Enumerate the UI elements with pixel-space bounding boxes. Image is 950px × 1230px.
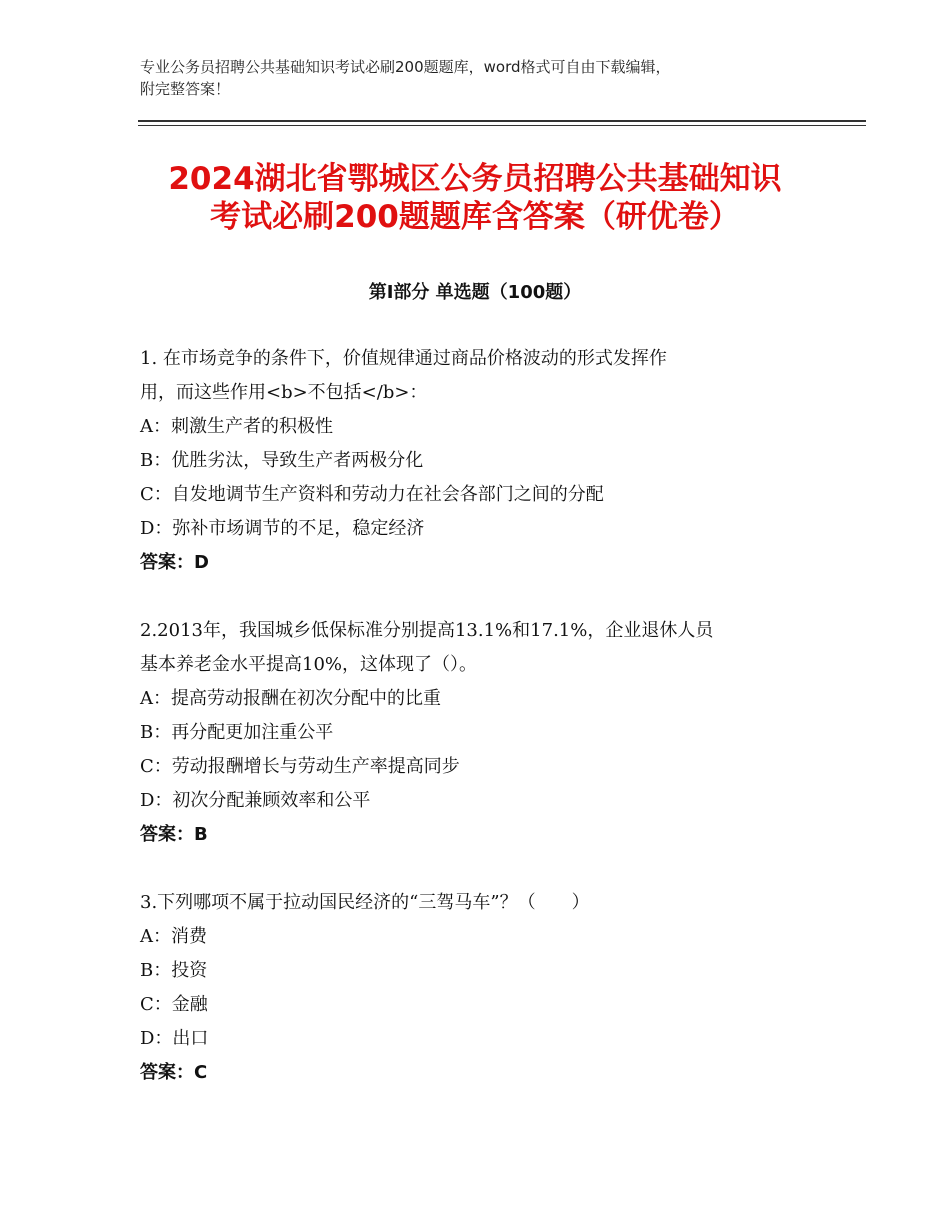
- option-a: A：消费: [140, 926, 207, 947]
- option-b: B：再分配更加注重公平: [140, 722, 334, 743]
- option-b: B：优胜劣汰，导致生产者两极分化: [140, 450, 424, 471]
- header-note-line: 附完整答案！: [140, 80, 231, 98]
- question-stem: 基本养老金水平提高10%，这体现了（）。: [140, 654, 478, 675]
- question-item: [140, 886, 820, 1090]
- option-c: C：金融: [140, 994, 208, 1015]
- header-divider-thin: [138, 125, 866, 126]
- header-note: [140, 56, 840, 100]
- option-d: D：弥补市场调节的不足，稳定经济: [140, 518, 425, 539]
- title-line: 2024湖北省鄂城区公务员招聘公共基础知识: [168, 161, 782, 197]
- section-heading: 第Ⅰ部分 单选题（100题）: [368, 282, 582, 303]
- question-stem: 2.2013年，我国城乡低保标准分别提高13.1%和17.1%，企业退休人员: [140, 620, 714, 641]
- option-d: D：出口: [140, 1028, 209, 1049]
- option-b: B：投资: [140, 960, 208, 981]
- option-a: A：刺激生产者的积极性: [140, 416, 333, 437]
- header-divider-thick: [138, 120, 866, 122]
- title-line: 考试必刷200题题库含答案（研优卷）: [210, 199, 740, 235]
- question-item: [140, 614, 820, 852]
- option-a: A：提高劳动报酬在初次分配中的比重: [140, 688, 441, 709]
- question-stem: 3.下列哪项不属于拉动国民经济的“三驾马车”？（ ）: [140, 892, 590, 913]
- option-c: C：自发地调节生产资料和劳动力在社会各部门之间的分配: [140, 484, 604, 505]
- option-d: D：初次分配兼顾效率和公平: [140, 790, 371, 811]
- option-c: C：劳动报酬增长与劳动生产率提高同步: [140, 756, 460, 777]
- answer-label: 答案：B: [140, 824, 208, 845]
- header-note-line: 专业公务员招聘公共基础知识考试必刷200题题库，word格式可自由下载编辑，: [140, 58, 671, 76]
- question-stem: 1. 在市场竞争的条件下，价值规律通过商品价格波动的形式发挥作: [140, 348, 667, 369]
- question-list: [140, 342, 820, 1124]
- answer-label: 答案：C: [140, 1062, 208, 1083]
- answer-label: 答案：D: [140, 552, 209, 573]
- question-stem: 用，而这些作用<b>不包括</b>：: [140, 382, 428, 403]
- document-title: [100, 160, 850, 236]
- question-item: [140, 342, 820, 580]
